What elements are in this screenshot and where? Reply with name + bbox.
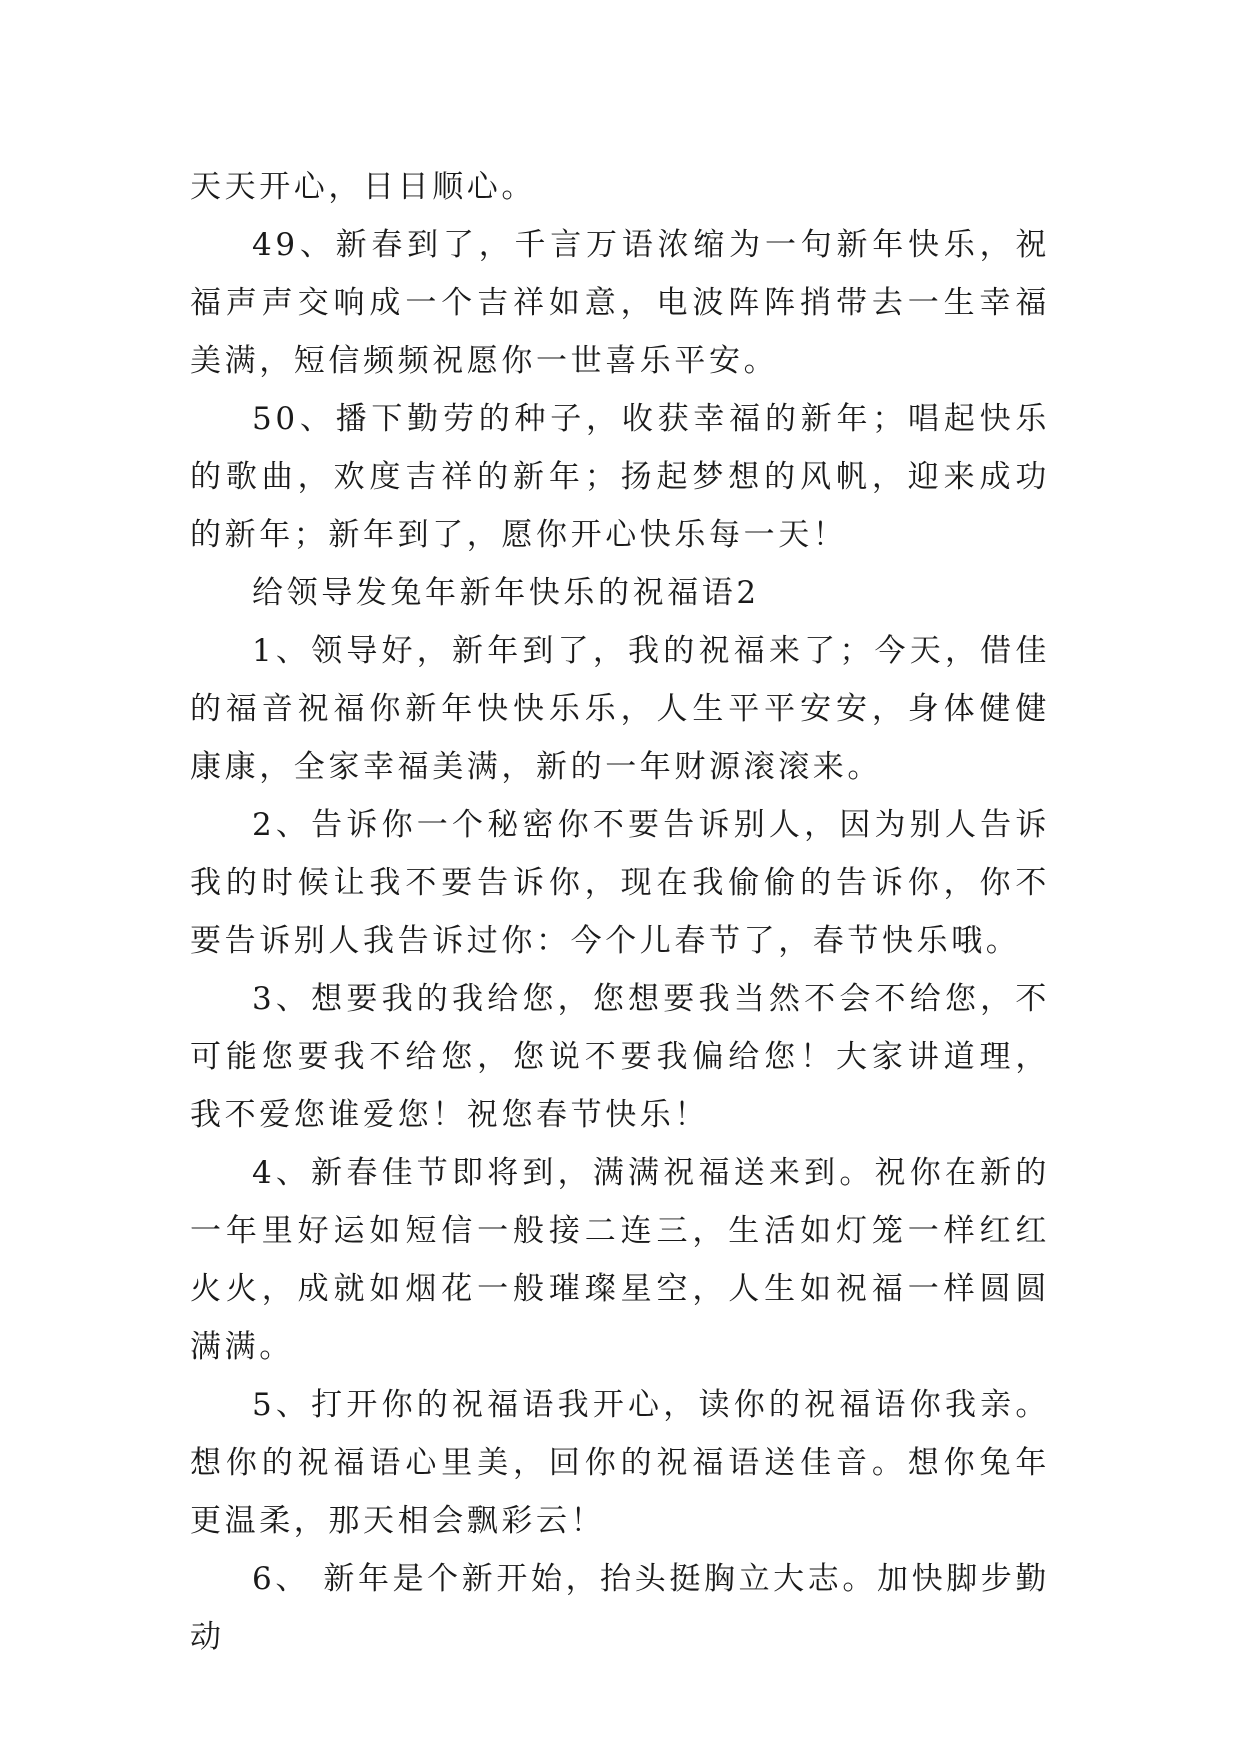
paragraph-continuation: 天天开心，日日顺心。 — [190, 169, 536, 205]
paragraph-item-2: 2、告诉你一个秘密你不要告诉别人，因为别人告诉我的时候让我不要告诉你，现在我偷偷的告诉你，你不要告诉别人我告诉过你：今个儿春节了，春节快乐哦。 — [190, 807, 1050, 959]
paragraph-item-5: 5、打开你的祝福语我开心，读你的祝福语你我亲。想你的祝福语心里美，回你的祝福语送佳音。想你兔年更温柔，那天相会飘彩云！ — [190, 1387, 1050, 1539]
section-heading: 给领导发兔年新年快乐的祝福语2 — [252, 575, 760, 611]
paragraph-item-49: 49、新春到了，千言万语浓缩为一句新年快乐，祝福声声交响成一个吉祥如意，电波阵阵捎带去一生幸福美满，短信频频祝愿你一世喜乐平安。 — [190, 227, 1050, 379]
document-body — [190, 158, 1050, 1666]
paragraph-item-3: 3、想要我的我给您，您想要我当然不会不给您，不可能您要我不给您，您说不要我偏给您！大家讲道理，我不爱您谁爱您！祝您春节快乐！ — [190, 981, 1050, 1133]
paragraph-item-6: 6、 新年是个新开始，抬头挺胸立大志。加快脚步勤动 — [190, 1561, 1050, 1655]
paragraph-item-1: 1、领导好，新年到了，我的祝福来了；今天，借佳的福音祝福你新年快快乐乐，人生平平安安，身体健健康康，全家幸福美满，新的一年财源滚滚来。 — [190, 633, 1050, 785]
paragraph-item-50: 50、播下勤劳的种子，收获幸福的新年；唱起快乐的歌曲，欢度吉祥的新年；扬起梦想的风帆，迎来成功的新年；新年到了，愿你开心快乐每一天！ — [190, 401, 1050, 553]
paragraph-item-4: 4、新春佳节即将到，满满祝福送来到。祝你在新的一年里好运如短信一般接二连三，生活如灯笼一样红红火火，成就如烟花一般璀璨星空，人生如祝福一样圆圆满满。 — [190, 1155, 1050, 1365]
